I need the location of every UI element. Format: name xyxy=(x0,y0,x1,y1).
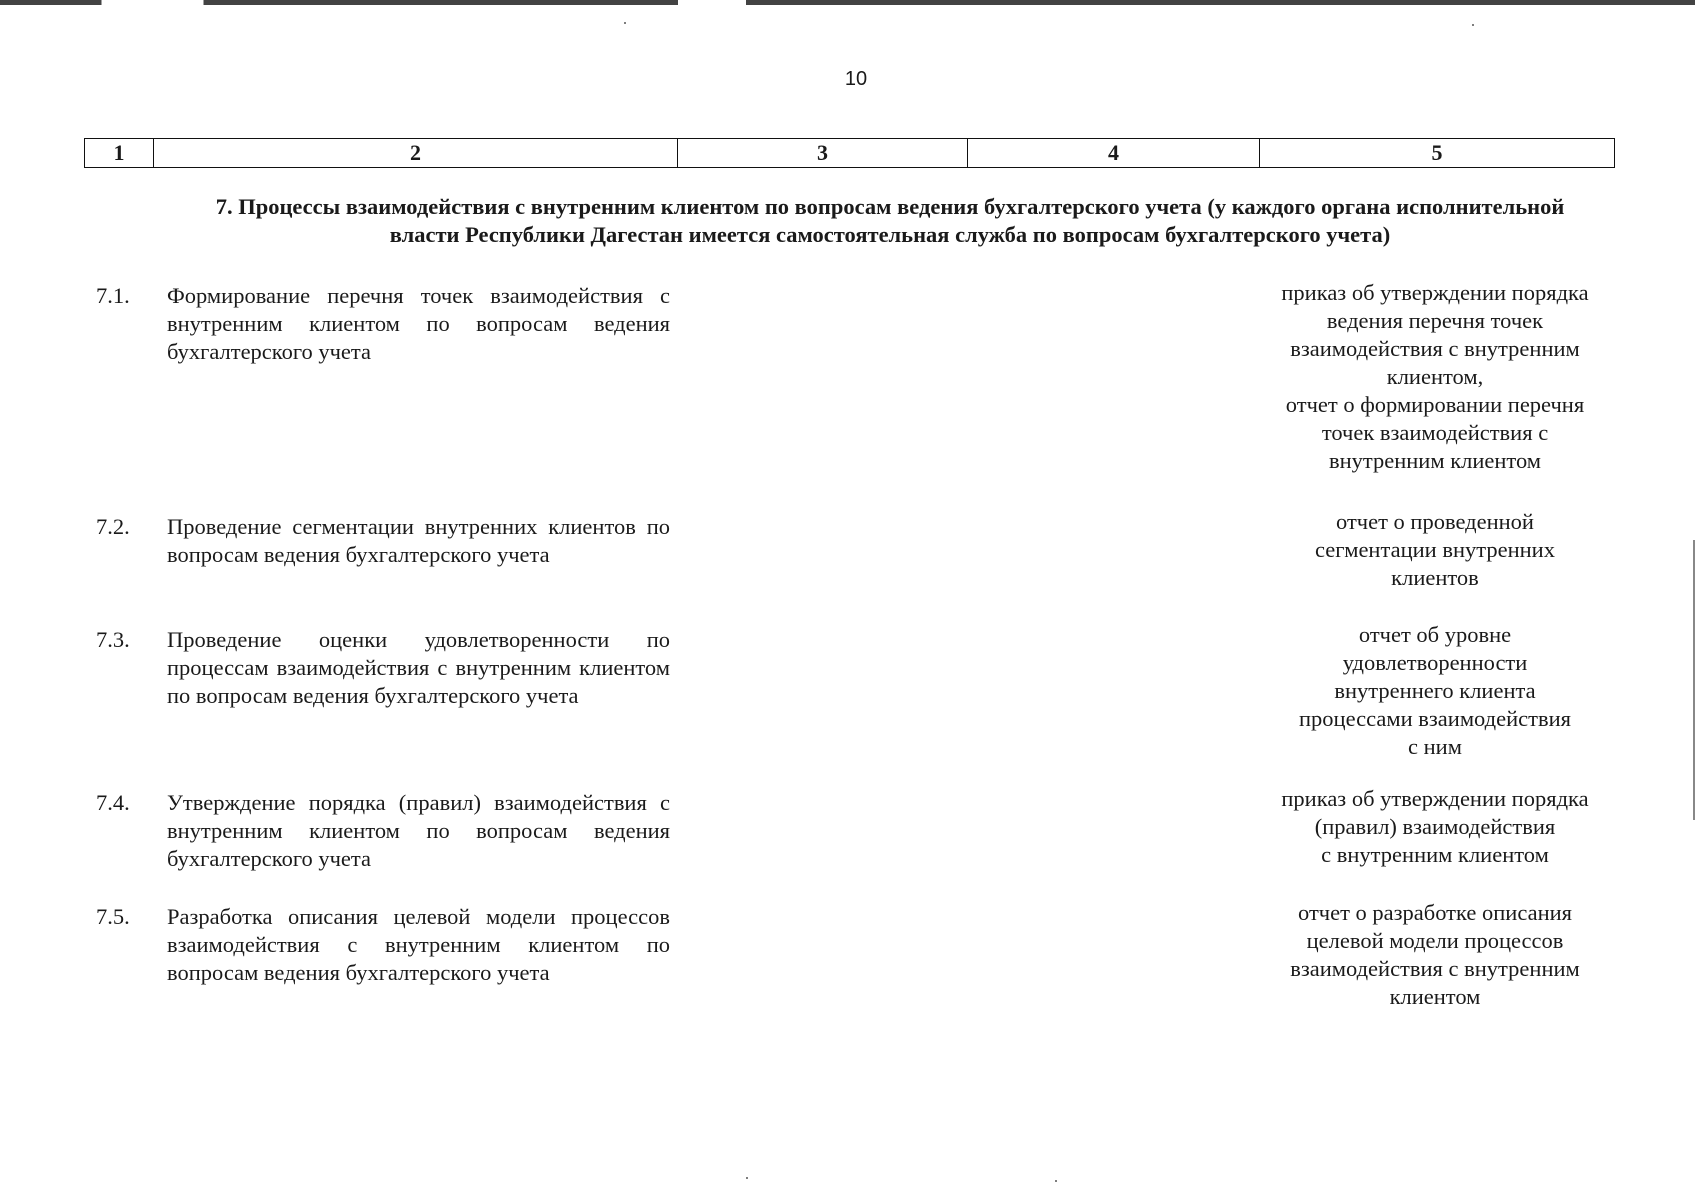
row-result: отчет о проведенной сегментации внутренних клиентов xyxy=(1315,509,1555,590)
row-number: 7.2. xyxy=(96,514,130,539)
row-result: отчет об уровне удовлетворенности внутреннего клиента процессами взаимодействия с ним xyxy=(1299,622,1571,759)
page-number: 10 xyxy=(844,68,868,90)
row-result: приказ об утверждении порядка ведения перечня точек взаимодействия с внутренним клиентом, отчет о формировании перечня точек взаимодействия с внутренним клиентом xyxy=(1281,280,1589,473)
column-number-2: 2 xyxy=(154,139,678,168)
column-number-5: 5 xyxy=(1260,139,1615,168)
section-title: 7. Процессы взаимодействия с внутренним клиентом по вопросам ведения бухгалтерского учета (у каждого органа исполнительной власти Республики Дагестан имеется самостоятельная служба по вопросам бухгалтерского учета) xyxy=(215,194,1565,247)
row-text: Проведение сегментации внутренних клиентов по вопросам ведения бухгалтерского учета xyxy=(167,514,670,567)
scan-speck xyxy=(624,22,626,24)
row-text: Разработка описания целевой модели процессов взаимодействия с внутренним клиентом по вопросам ведения бухгалтерского учета xyxy=(167,904,670,985)
column-number-1: 1 xyxy=(85,139,154,168)
scan-border-top xyxy=(0,0,1695,5)
scan-speck xyxy=(1055,1180,1057,1182)
row-number: 7.1. xyxy=(96,283,130,308)
scan-speck xyxy=(1472,24,1474,26)
row-number: 7.3. xyxy=(96,627,130,652)
column-number-4: 4 xyxy=(968,139,1260,168)
row-result: отчет о разработке описания целевой модели процессов взаимодействия с внутренним клиентом xyxy=(1290,900,1580,1009)
column-number-header xyxy=(84,138,1615,168)
row-text: Утверждение порядка (правил) взаимодействия с внутренним клиентом по вопросам ведения бухгалтерского учета xyxy=(167,790,670,871)
row-number: 7.5. xyxy=(96,904,130,929)
row-text: Проведение оценки удовлетворенности по процессам взаимодействия с внутренним клиентом по вопросам ведения бухгалтерского учета xyxy=(167,627,670,708)
row-text: Формирование перечня точек взаимодействия с внутренним клиентом по вопросам ведения бухгалтерского учета xyxy=(167,283,670,364)
scan-speck xyxy=(746,1177,748,1179)
column-number-3: 3 xyxy=(678,139,968,168)
row-result: приказ об утверждении порядка (правил) взаимодействия с внутренним клиентом xyxy=(1281,786,1589,867)
row-number: 7.4. xyxy=(96,790,130,815)
